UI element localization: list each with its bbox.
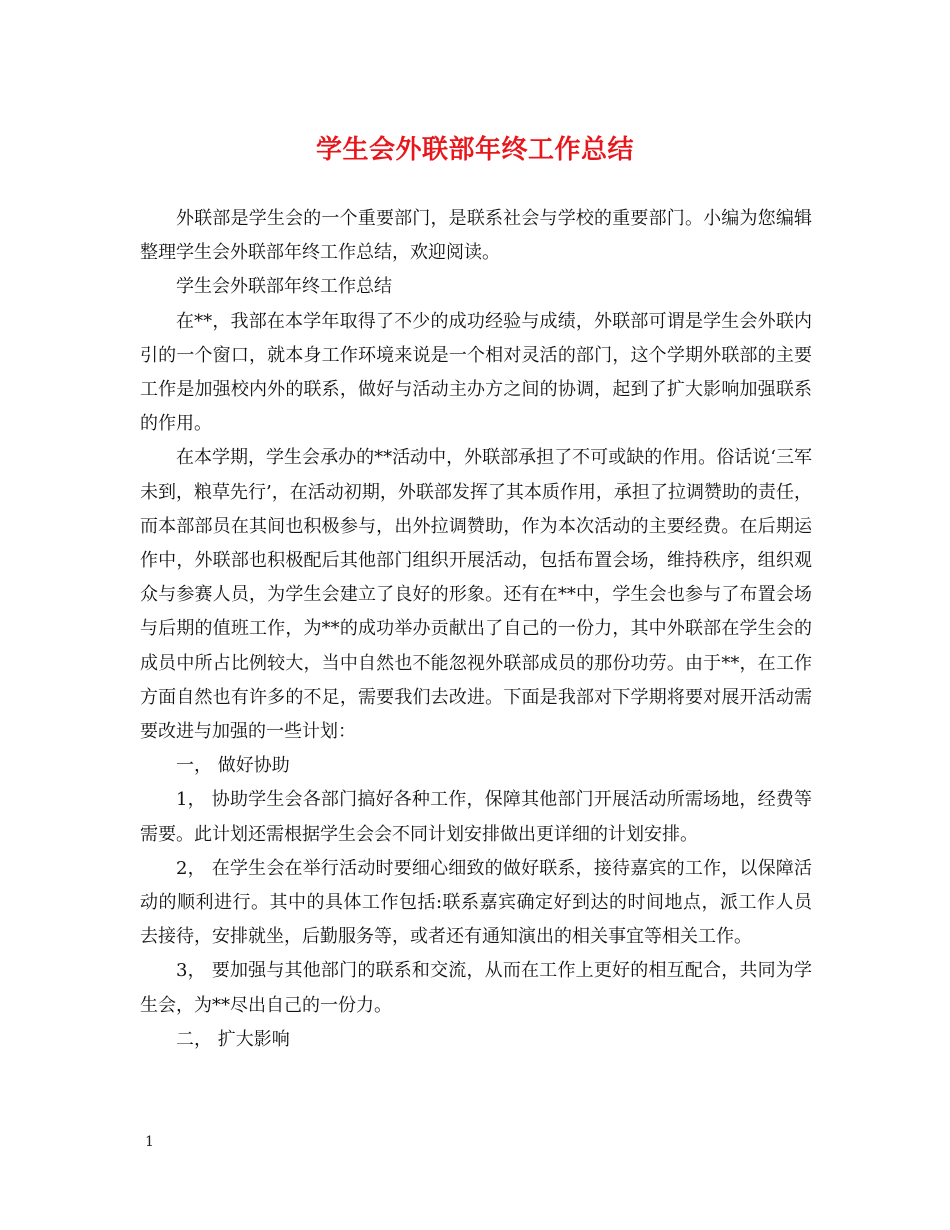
document-title: 学生会外联部年终工作总结: [315, 135, 634, 165]
list-item-1: 1， 协助学生会各部门搞好各种工作，保障其他部门开展活动所需场地，经费等需要。此计划还需根据学生会会不同计划安排做出更详细的计划安排。: [140, 789, 812, 845]
paragraph-activities: 在本学期，学生会承办的**活动中，外联部承担了不可或缺的作用。俗话说‘三军未到，粮草先行’，在活动初期，外联部发挥了其本质作用，承担了拉调赞助的责任，而本部部员在其间也积极参与，出外拉调赞助，作为本次活动的主要经费。在后期运作中，外联部也积极配后其他部门组织开展活动，包括布置会场，维持秩序，组织观众与参赛人员，为学生会建立了良好的形象。还有在**中，学生会也参与了布置会场与后期的值班工作，为**的成功举办贡献出了自己的一份力，其中外联部在学生会的成员中所占比例较大，当中自然也不能忽视外联部成员的那份功劳。由于**，在工作方面自然也有许多的不足，需要我们去改进。下面是我部对下学期将要对展开活动需要改进与加强的一些计划：: [140, 447, 812, 743]
paragraph-subheading: 学生会外联部年终工作总结: [176, 276, 392, 298]
section-heading-1: 一， 做好协助: [176, 755, 290, 777]
paragraph-intro: 外联部是学生会的一个重要部门，是联系社会与学校的重要部门。小编为您编辑整理学生会外联部年终工作总结，欢迎阅读。: [140, 208, 812, 264]
page-number: 1: [145, 1134, 154, 1150]
document-body: [140, 202, 812, 1057]
list-item-2: 2， 在学生会在举行活动时要细心细致的做好联系，接待嘉宾的工作，以保障活动的顺利进行。其中的具体工作包括:联系嘉宾确定好到达的时间地点，派工作人员去接待，安排就坐，后勤服务等，或者还有通知演出的相关事宜等相关工作。: [140, 857, 812, 948]
paragraph-overview: 在**，我部在本学年取得了不少的成功经验与成绩，外联部可谓是学生会外联内引的一个窗口，就本身工作环境来说是一个相对灵活的部门，这个学期外联部的主要工作是加强校内外的联系，做好与活动主办方之间的协调，起到了扩大影响加强联系的作用。: [140, 310, 812, 435]
list-item-3: 3， 要加强与其他部门的联系和交流，从而在工作上更好的相互配合，共同为学生会，为**尽出自己的一份力。: [140, 960, 812, 1016]
section-heading-2: 二， 扩大影响: [176, 1028, 290, 1050]
